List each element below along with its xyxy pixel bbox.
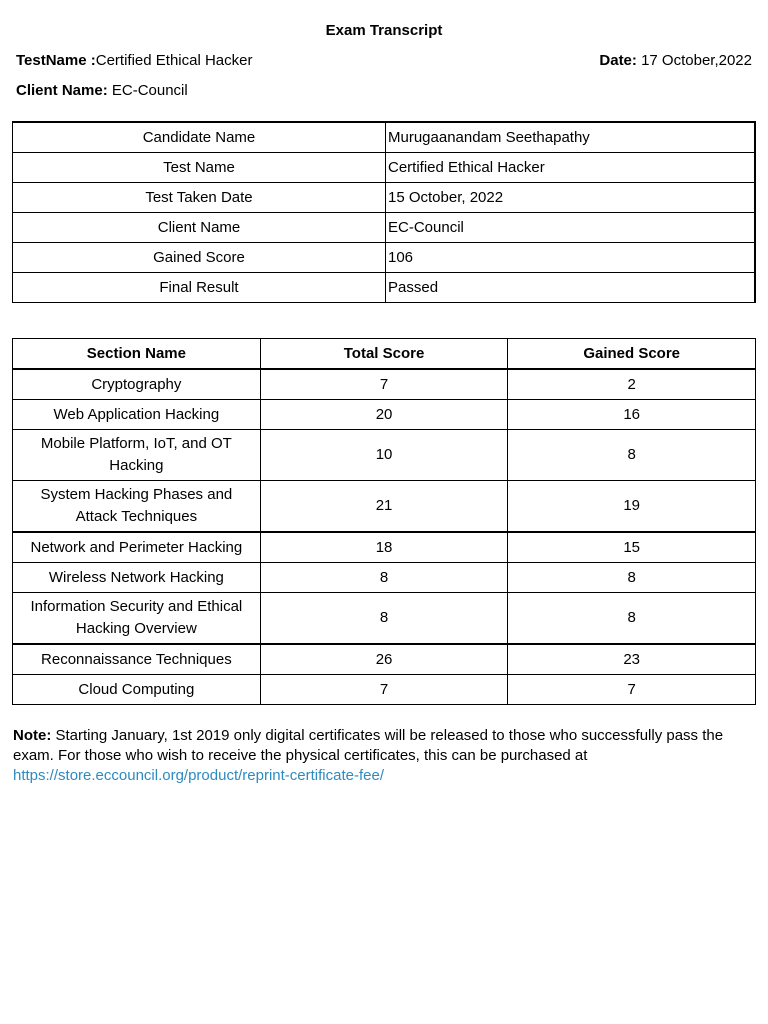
column-header-section-name: Section Name: [13, 339, 261, 370]
section-name-line: Mobile Platform, IoT, and OT: [40, 435, 232, 452]
table-row: [13, 675, 756, 705]
table-row: [13, 369, 756, 400]
reprint-certificate-link[interactable]: https://store.eccouncil.org/product/reprint-certificate-fee/: [13, 767, 385, 784]
test-name-value: Certified Ethical Hacker: [95, 52, 253, 69]
summary-label: Test Taken Date: [13, 183, 386, 213]
summary-row: [13, 213, 756, 243]
section-name: [13, 430, 261, 481]
section-name: Web Application Hacking: [13, 400, 261, 430]
note-label: Note:: [13, 727, 52, 744]
summary-row: [13, 273, 756, 303]
test-name-label: TestName :: [16, 52, 96, 69]
summary-value: Certified Ethical Hacker: [386, 153, 756, 183]
summary-value: Murugaanandam Seethapathy: [386, 122, 756, 153]
total-score: 7: [260, 675, 508, 705]
note-paragraph: [13, 726, 757, 786]
summary-value: Passed: [386, 273, 756, 303]
table-row: [13, 400, 756, 430]
section-name-line: Information Security and Ethical: [30, 598, 243, 615]
gained-score: 8: [508, 593, 756, 645]
gained-score: 23: [508, 644, 756, 675]
section-name-line: Hacking Overview: [75, 620, 197, 637]
summary-label: Test Name: [13, 153, 386, 183]
section-name: Network and Perimeter Hacking: [13, 532, 261, 563]
summary-row: [13, 122, 756, 153]
summary-value: 106: [386, 243, 756, 273]
summary-table: [12, 121, 756, 303]
total-score: 8: [260, 563, 508, 593]
gained-score: 16: [508, 400, 756, 430]
test-name-header: [16, 52, 252, 69]
table-row: [13, 481, 756, 533]
total-score: 18: [260, 532, 508, 563]
gained-score: 8: [508, 430, 756, 481]
date-label: Date:: [599, 52, 637, 69]
summary-value: 15 October, 2022: [386, 183, 756, 213]
date-value: 17 October,2022: [641, 52, 752, 69]
section-name: [13, 593, 261, 645]
section-name: Cloud Computing: [13, 675, 261, 705]
column-header-total-score: Total Score: [260, 339, 508, 370]
total-score: 8: [260, 593, 508, 645]
table-row: [13, 593, 756, 645]
summary-row: [13, 183, 756, 213]
summary-label: Gained Score: [13, 243, 386, 273]
client-name-header: [16, 82, 188, 99]
table-row: [13, 563, 756, 593]
section-name: [13, 481, 261, 533]
column-header-gained-score: Gained Score: [508, 339, 756, 370]
summary-label: Candidate Name: [13, 122, 386, 153]
total-score: 21: [260, 481, 508, 533]
total-score: 7: [260, 369, 508, 400]
gained-score: 19: [508, 481, 756, 533]
table-header-row: [13, 339, 756, 370]
total-score: 26: [260, 644, 508, 675]
summary-label: Final Result: [13, 273, 386, 303]
summary-value: EC-Council: [386, 213, 756, 243]
summary-row: [13, 243, 756, 273]
table-row: [13, 644, 756, 675]
section-name: Reconnaissance Techniques: [13, 644, 261, 675]
total-score: 10: [260, 430, 508, 481]
section-name-line: Hacking: [109, 457, 164, 474]
summary-row: [13, 153, 756, 183]
client-name-label: Client Name:: [16, 82, 108, 99]
date-header: [599, 52, 752, 69]
gained-score: 7: [508, 675, 756, 705]
client-name-value: EC-Council: [111, 82, 188, 99]
section-name-line: System Hacking Phases and: [40, 486, 233, 503]
note-text: Starting January, 1st 2019 only digital certificates will be released to those who successfully pass the exam. For those who wish to receive the physical certificates, this can be purchased at: [13, 727, 724, 764]
section-name: Wireless Network Hacking: [13, 563, 261, 593]
section-scores-table: [12, 338, 756, 705]
gained-score: 8: [508, 563, 756, 593]
table-row: [13, 532, 756, 563]
total-score: 20: [260, 400, 508, 430]
gained-score: 15: [508, 532, 756, 563]
summary-label: Client Name: [13, 213, 386, 243]
section-name: Cryptography: [13, 369, 261, 400]
page-title: Exam Transcript: [325, 22, 443, 39]
section-name-line: Attack Techniques: [75, 508, 198, 525]
gained-score: 2: [508, 369, 756, 400]
table-row: [13, 430, 756, 481]
